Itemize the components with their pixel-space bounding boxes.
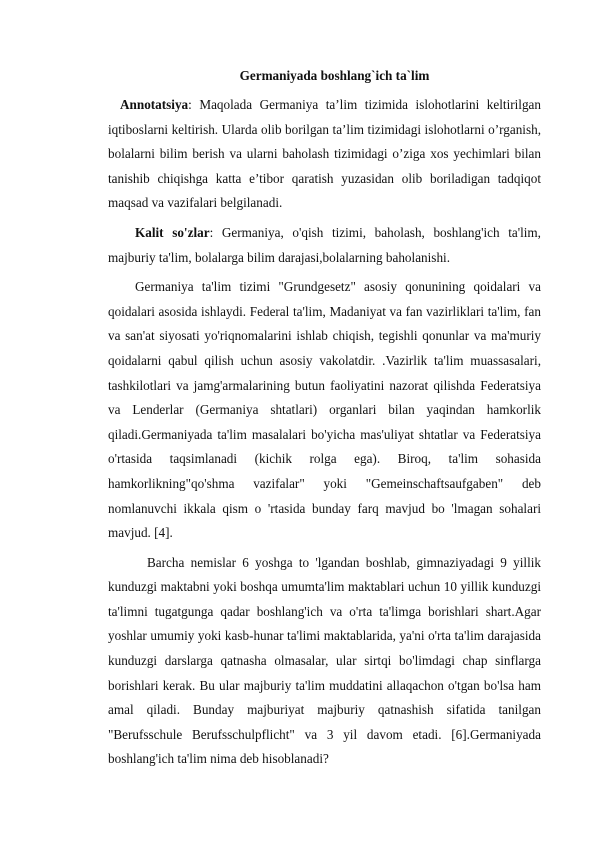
annotation-label: Annotatsiya [120,97,189,112]
annotation-text: : Maqolada Germaniya ta’lim tizimida islohotlarini keltirilgan iqtiboslarni keltirish. Ularda olib borilgan ta’lim tizimidagi islohotlarni o’rganish, bolalarni bilim berish va ularni baholash tizimidagi o’ziga xos yechimlari bilan tanishib chiqishga katta e’tibor qaratish yuzasidan olib boriladigan tadqiqot maqsad va vazifalari belgilanadi. [108,97,541,211]
document-title: Germaniyada boshlang`ich ta`lim [239,68,430,83]
body-paragraph-2: Barcha nemislar 6 yoshga to 'lgandan boshlab, gimnaziyadagi 9 yillik kunduzgi maktabni yoki boshqa umumta'lim maktablari uchun 10 yillik kunduzgi ta'limni tugatgunga qadar boshlang'ich va o'rta ta'limga borishlari shart.Agar yoshlar umumiy yoki kasb-hunar ta'limi maktablarida, ya'ni o'rta ta'lim darajasida kunduzgi darslarga qatnasha olmasalar, ular sirtqi bo'limdagi chap sinflarga borishlari kerak. Bu ular majburiy ta'lim muddatini allaqachon o'tgan bo'lsa ham amal qiladi. Bunday majburiyat majburiy qatnashish sifatida tanilgan "Berufsschule Berufsschulpflicht" va 3 yil davom etadi. [6].Germaniyada boshlang'ich ta'lim nima deb hisoblanadi? [108,554,541,767]
annotation-paragraph [108,93,541,216]
keywords-paragraph [108,221,541,270]
keywords-text: : Germaniya, o'qish tizimi, baholash, boshlang'ich ta'lim, majburiy ta'lim, bolalarga bilim darajasi,bolalarning baholanishi. [108,224,541,265]
document-page [108,64,541,772]
body-paragraph-1: Germaniya ta'lim tizimi "Grundgesetz" asosiy qonunining qoidalari va qoidalari asosida ishlaydi. Federal ta'lim, Madaniyat va fan vazirliklari ta'lim, fan va san'at siyosati yo'riqnomalarini ishlab chiqish, tegishli qonunlar va ma'muriy qoidalarni qabul qilish uchun asosiy vakolatdir. .Vazirlik ta'lim muassasalari, tashkilotlari va jamg'armalarining butun faoliyatini nazorat qilishda Federatsiya va Lenderlar (Germaniya shtatlari) organlari bilan yaqindan hamkorlik qiladi.Germaniyada ta'lim masalalari bo'yicha mas'uliyat shtatlar va Federatsiya o'rtasida taqsimlanadi (kichik rolga ega). Biroq, ta'lim sohasida hamkorlikning"qo'shma vazifalar" yoki "Gemeinschaftsaufgaben" deb nomlanuvchi ikkala qism o 'rtasida bunday farq mavjud bo 'lmagan sohalari mavjud. [4]. [108,279,541,541]
keywords-label: Kalit so'zlar [135,224,210,240]
